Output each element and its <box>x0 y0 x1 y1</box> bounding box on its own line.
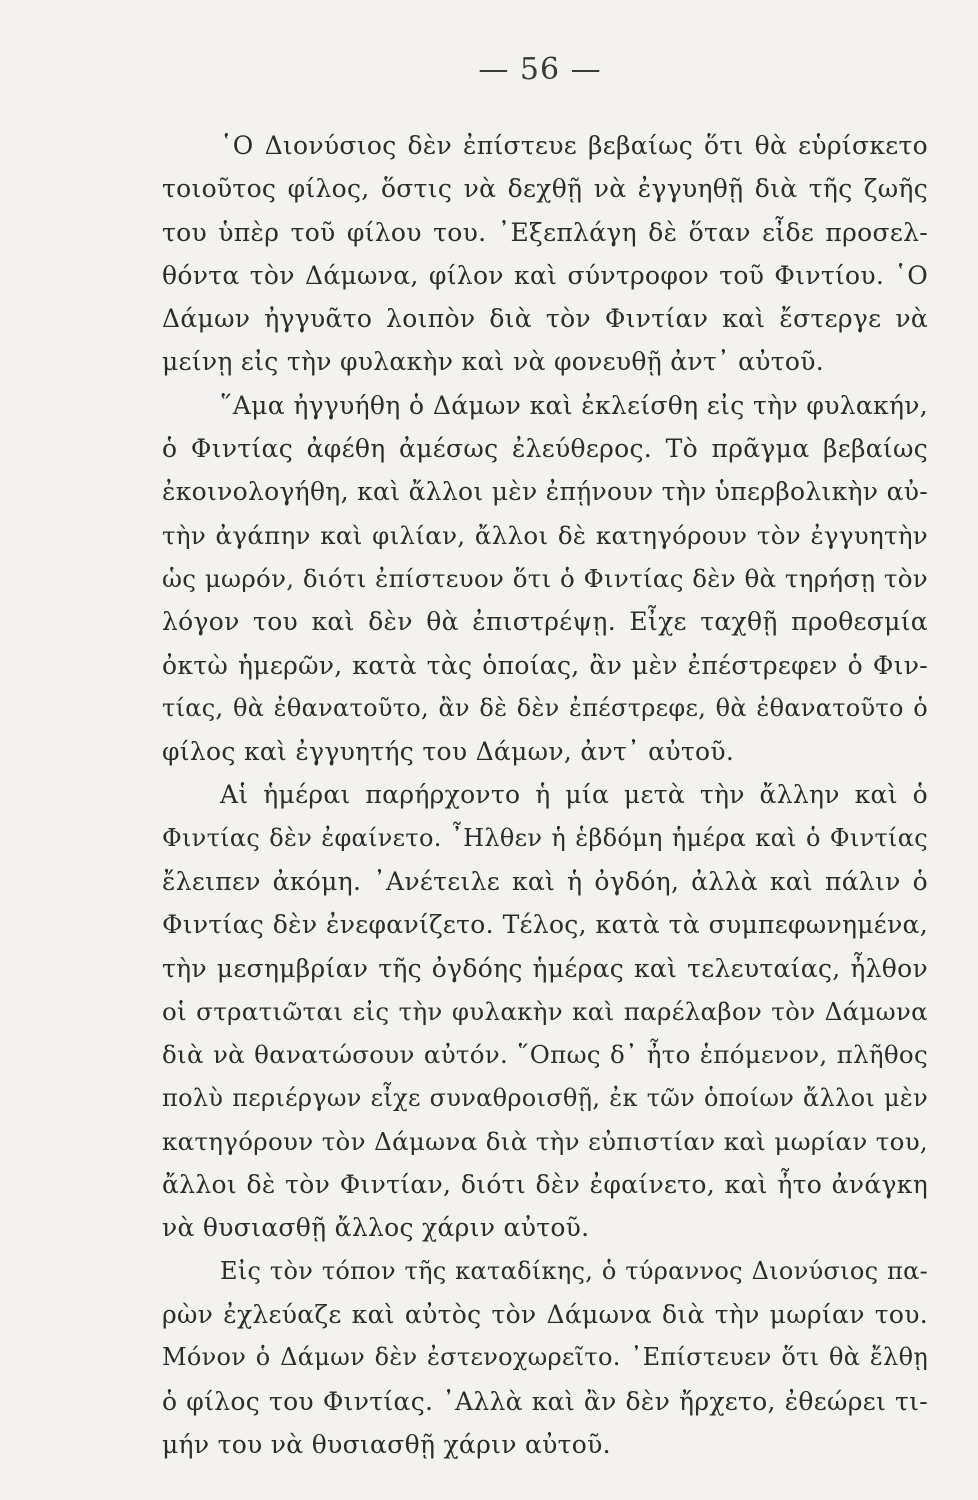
text-line: Δάμων ἠγγυᾶτο λοιπὸν διὰ τὸν Φιντίαν καὶ ἔστεργε νὰ <box>162 304 928 334</box>
text-line: πολὺ περιέργων εἶχε συναθροισθῇ, ἐκ τῶν ὁποίων ἄλλοι μὲν <box>162 1083 928 1112</box>
paragraph <box>162 124 928 384</box>
text-line: φίλος καὶ ἐγγυητής του Δάμων, ἀντ᾿ αὐτοῦ. <box>162 737 735 767</box>
text-line: του ὑπὲρ τοῦ φίλου του. ᾿Εξεπλάγη δὲ ὅταν εἶδε προσελ- <box>162 217 928 247</box>
page-number: — 56 — <box>478 52 602 87</box>
text-line: ῾Ο Διονύσιος δὲν ἐπίστευε βεβαίως ὅτι θὰ εὑρίσκετο <box>220 131 928 160</box>
text-line: νὰ θυσιασθῇ ἄλλος χάριν αὐτοῦ. <box>162 1213 590 1243</box>
text-line: μήν του νὰ θυσιασθῇ χάριν αὐτοῦ. <box>162 1429 611 1459</box>
text-line: ὀκτὼ ἡμερῶν, κατὰ τὰς ὁποίας, ἂν μὲν ἐπέστρεφεν ὁ Φιν- <box>162 650 928 680</box>
text-line: θόντα τὸν Δάμωνα, φίλον καὶ σύντροφον τοῦ Φιντίου. ῾Ο <box>162 260 928 290</box>
text-line: Φιντίας δὲν ἐνεφανίζετο. Τέλος, κατὰ τὰ συμπεφωνημένα, <box>162 910 928 940</box>
text-line: τὴν μεσημβρίαν τῆς ὀγδόης ἡμέρας καὶ τελευταίας, ἦλθον <box>162 953 928 983</box>
paragraph <box>162 384 928 774</box>
paragraph <box>162 773 928 1249</box>
text-line: ὡς μωρόν, διότι ἐπίστευον ὅτι ὁ Φιντίας δὲν θὰ τηρήσῃ τὸν <box>162 563 928 593</box>
text-line: Μόνον ὁ Δάμων δὲν ἐστενοχωρεῖτο. ᾿Επίστευεν ὅτι θὰ ἔλθῃ <box>162 1343 928 1372</box>
text-line: οἱ στρατιῶται εἰς τὴν φυλακὴν καὶ παρέλαβον τὸν Δάμωνα <box>162 996 928 1026</box>
text-line: Εἰς τὸν τόπον τῆς καταδίκης, ὁ τύραννος Διονύσιος πα- <box>220 1256 928 1285</box>
text-line: λόγον του καὶ δὲν θὰ ἐπιστρέψῃ. Εἶχε ταχθῇ προθεσμία <box>162 607 928 637</box>
text-line: ὁ φίλος του Φιντίας. ᾿Αλλὰ καὶ ἂν δὲν ἤρχετο, ἐθεώρει τι- <box>162 1386 928 1416</box>
text-line: ἄλλοι δὲ τὸν Φιντίαν, διότι δὲν ἐφαίνετο, καὶ ἦτο ἀνάγκη <box>162 1170 928 1200</box>
text-line: Φιντίας δὲν ἐφαίνετο. ῏Ηλθεν ἡ ἑβδόμη ἡμέρα καὶ ὁ Φιντίας <box>162 823 928 852</box>
paragraph <box>162 1250 928 1466</box>
text-line: Αἱ ἡμέραι παρήρχοντο ἡ μία μετὰ τὴν ἄλλην καὶ ὁ <box>220 780 928 810</box>
text-line: τίας, θὰ ἐθανατοῦτο, ἂν δὲ δὲν ἐπέστρεφε, θὰ ἐθανατοῦτο ὁ <box>162 693 928 722</box>
text-line: διὰ νὰ θανατώσουν αὐτόν. ῞Οπως δ᾿ ἦτο ἑπόμενον, πλῆθος <box>162 1040 928 1070</box>
text-line: τὴν ἀγάπην καὶ φιλίαν, ἄλλοι δὲ κατηγόρουν τὸν ἐγγυητὴν <box>162 520 928 550</box>
text-line: ἔλειπεν ἀκόμη. ᾿Ανέτειλε καὶ ἡ ὀγδόη, ἀλλὰ καὶ πάλιν ὁ <box>162 867 928 897</box>
text-line: ἐκοινολογήθη, καὶ ἄλλοι μὲν ἐπῄνουν τὴν ὑπερβολικὴν αὐ- <box>162 477 928 507</box>
text-line: τοιοῦτος φίλος, ὅστις νὰ δεχθῇ νὰ ἐγγυηθῇ διὰ τῆς ζωῆς <box>162 174 928 204</box>
text-line: ρὼν ἐχλεύαζε καὶ αὐτὸς τὸν Δάμωνα διὰ τὴν μωρίαν του. <box>162 1300 928 1330</box>
page-body <box>162 124 928 1466</box>
text-line: μείνῃ εἰς τὴν φυλακὴν καὶ νὰ φονευθῇ ἀντ᾿ αὐτοῦ. <box>162 347 824 377</box>
text-line: ὁ Φιντίας ἀφέθη ἀμέσως ἐλεύθερος. Τὸ πρᾶγμα βεβαίως <box>162 434 928 464</box>
text-line: κατηγόρουν τὸν Δάμωνα διὰ τὴν εὐπιστίαν καὶ μωρίαν του, <box>162 1126 928 1156</box>
text-line: ῞Αμα ἠγγυήθη ὁ Δάμων καὶ ἐκλείσθη εἰς τὴν φυλακήν, <box>220 390 928 420</box>
